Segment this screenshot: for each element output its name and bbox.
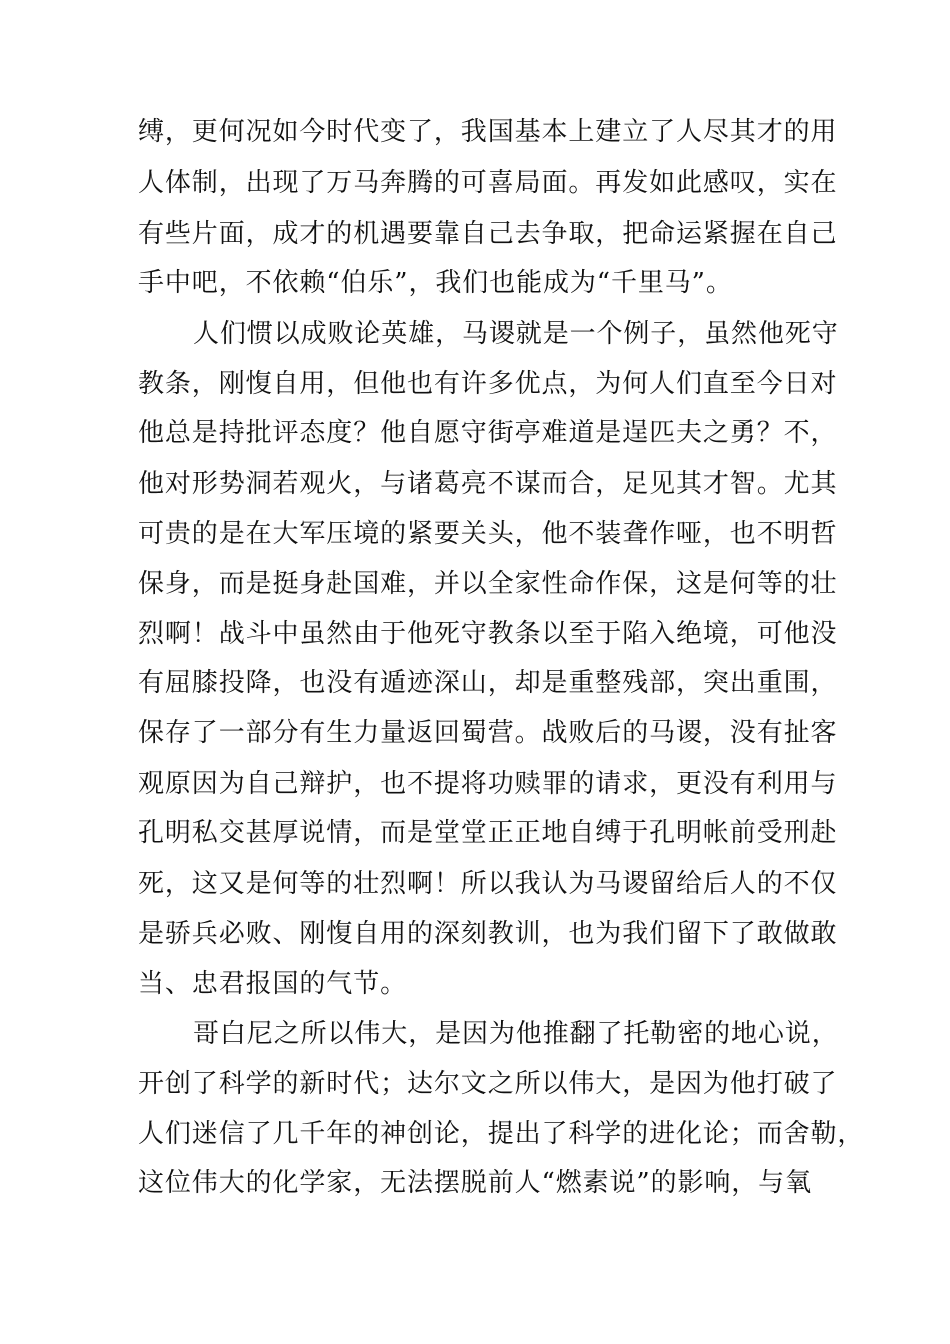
text-line: 哥白尼之所以伟大，是因为他推翻了托勒密的地心说，: [193, 1019, 839, 1049]
text-line: 他总是持批评态度？他自愿守街亭难道是逞匹夫之勇？不，: [138, 418, 838, 448]
text-line: 有屈膝投降，也没有遁迹深山，却是重整残部，突出重围，: [138, 668, 838, 698]
text-line: 当、忠君报国的气节。: [138, 969, 408, 999]
text-line: 保身，而是挺身赴国难，并以全家性命作保，这是何等的壮: [138, 569, 838, 599]
text-line: 死，这又是何等的壮烈啊！所以我认为马谡留给后人的不仅: [138, 869, 838, 899]
text-line: 烈啊！战斗中虽然由于他死守教条以至于陷入绝境，可他没: [138, 619, 838, 649]
text-line: 有些片面，成才的机遇要靠自己去争取，把命运紧握在自己: [138, 219, 838, 249]
text-line: 这位伟大的化学家，无法摆脱前人“燃素说”的影响，与氧: [138, 1168, 812, 1198]
text-line: 缚，更何况如今时代变了，我国基本上建立了人尽其才的用: [138, 117, 838, 147]
text-line: 他对形势洞若观火，与诸葛亮不谋而合，足见其才智。尤其: [138, 469, 838, 499]
text-line: 人体制，出现了万马奔腾的可喜局面。再发如此感叹，实在: [138, 168, 838, 198]
text-line: 人们惯以成败论英雄，马谡就是一个例子，虽然他死守: [193, 319, 839, 349]
text-line: 是骄兵必败、刚愎自用的深刻教训，也为我们留下了敢做敢: [138, 919, 838, 949]
text-line: 教条，刚愎自用，但他也有许多优点，为何人们直至今日对: [138, 369, 838, 399]
text-line: 可贵的是在大军压境的紧要关头，他不装聋作哑，也不明哲: [138, 519, 838, 549]
text-line: 开创了科学的新时代；达尔文之所以伟大，是因为他打破了: [138, 1069, 838, 1099]
text-line: 手中吧，不依赖“伯乐”，我们也能成为“千里马”。: [138, 268, 733, 298]
text-line: 孔明私交甚厚说情，而是堂堂正正地自缚于孔明帐前受刑赴: [138, 818, 838, 848]
text-line: 人们迷信了几千年的神创论，提出了科学的进化论；而舍勒，: [138, 1119, 865, 1149]
text-line: 保存了一部分有生力量返回蜀营。战败后的马谡，没有扯客: [138, 718, 838, 748]
text-line: 观原因为自己辩护，也不提将功赎罪的请求，更没有利用与: [138, 769, 838, 799]
